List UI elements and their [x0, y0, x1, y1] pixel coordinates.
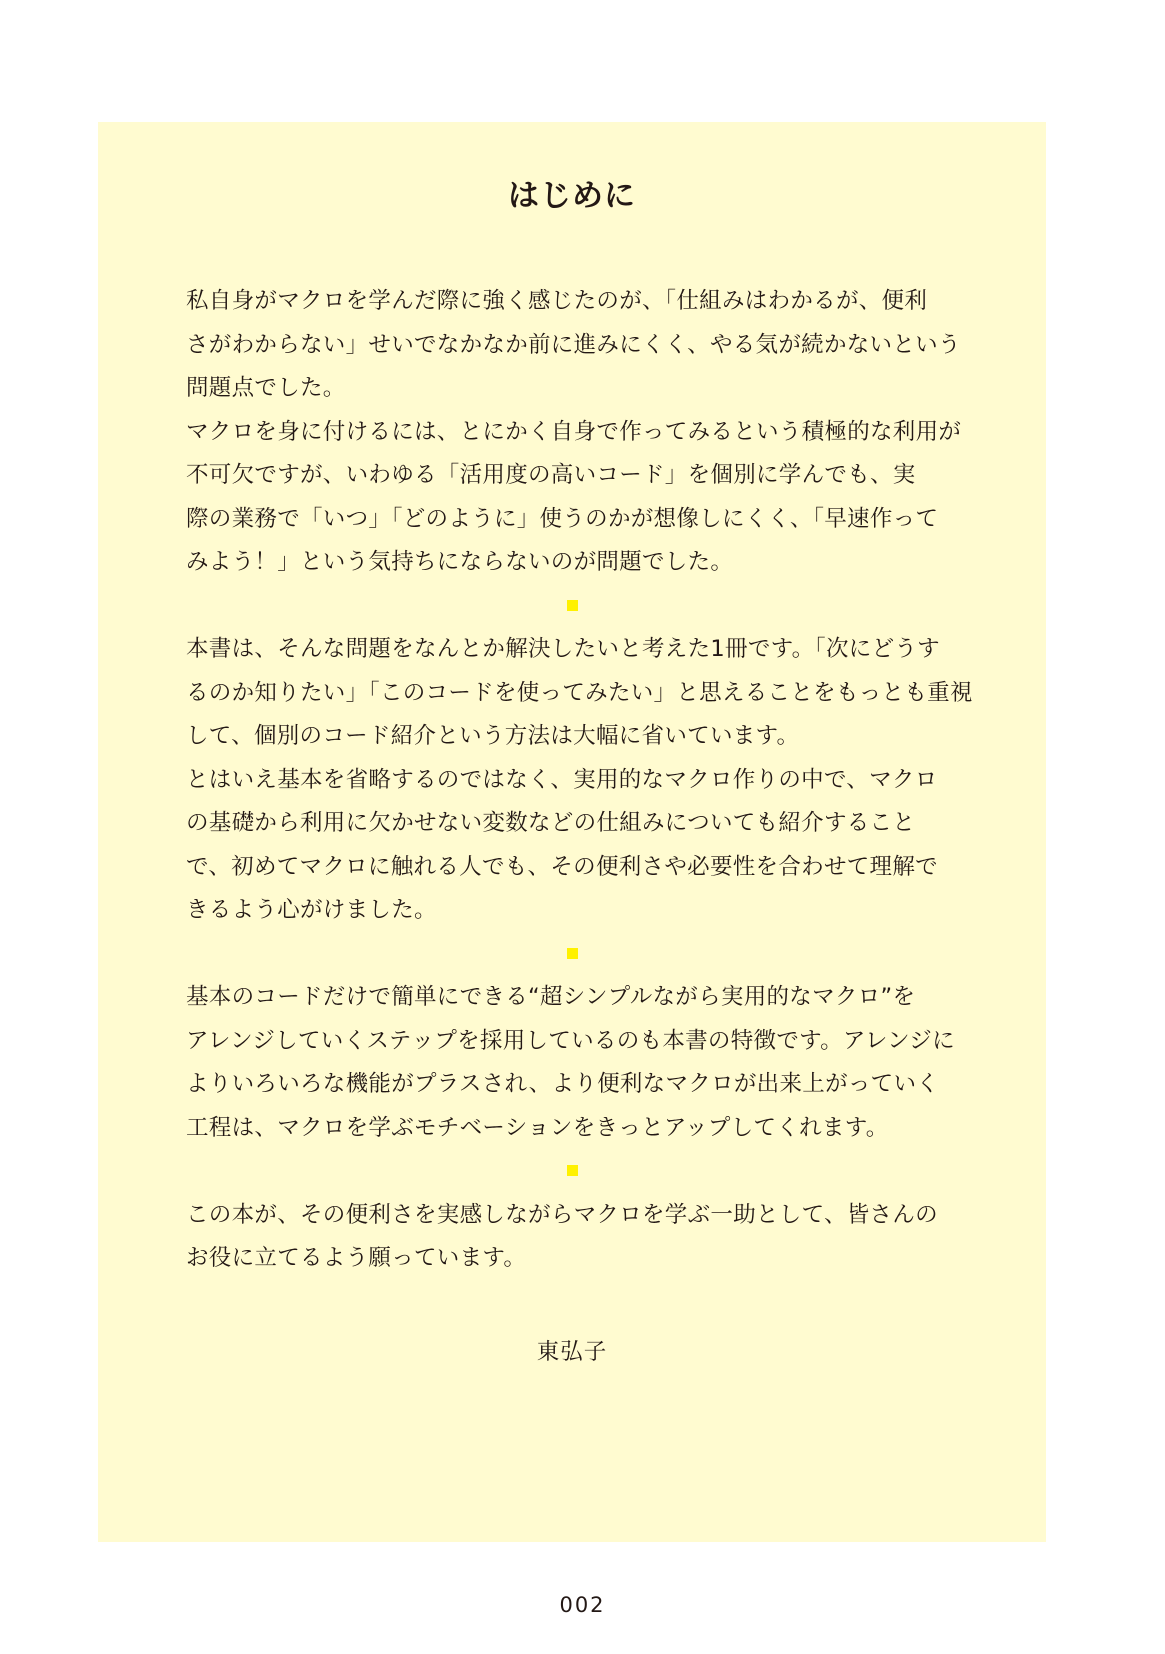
text-line: るのか知りたい」「このコードを使ってみたい」と思えることをもっとも重視: [186, 679, 973, 706]
paragraph-3: [186, 976, 966, 1150]
paragraph-4: [186, 1194, 966, 1281]
text-line: 私自身がマクロを学んだ際に強く感じたのが、「仕組みはわかるが、便利: [186, 288, 928, 314]
text-line: 基本のコードだけで簡単にできる“超シンプルながら実用的なマクロ”を: [186, 984, 916, 1010]
separator-square-icon: [567, 1165, 578, 1176]
section-separator: [186, 585, 966, 629]
body-text: [186, 280, 973, 1281]
text-line: マクロを身に付けるには、とにかく自身で作ってみるという積極的な利用が: [186, 418, 962, 445]
separator-square-icon: [567, 948, 578, 959]
text-line: 工程は、マクロを学ぶモチベーションをきっとアップしてくれます。: [186, 1114, 889, 1141]
text-line: さがわからない」せいでなかなか前に進みにくく、やる気が続かないという: [186, 331, 961, 358]
page-number: 002: [559, 1593, 606, 1617]
text-line: の基礎から利用に欠かせない変数などの仕組みについても紹介すること: [186, 810, 916, 836]
text-line: で、初めてマクロに触れる人でも、その便利さや必要性を合わせて理解で: [186, 853, 938, 880]
page-title: はじめに: [508, 178, 636, 214]
intro-panel: [98, 122, 1046, 1542]
text-line: きるよう心がけました。: [186, 897, 437, 923]
text-line: 問題点でした。: [186, 375, 346, 401]
text-line: みよう！」という気持ちにならないのが問題でした。: [186, 549, 734, 575]
text-line: アレンジしていくステップを採用しているのも本書の特徴です。アレンジに: [186, 1027, 955, 1054]
text-line: 本書は、そんな問題をなんとか解決したいと考えた1冊です。「次にどうす: [186, 636, 940, 662]
text-line: 不可欠ですが、いわゆる「活用度の高いコード」を個別に学んでも、実: [186, 462, 916, 488]
text-line: して、個別のコード紹介という方法は大幅に省いています。: [186, 723, 800, 749]
author-signature: 東弘子: [536, 1339, 608, 1365]
text-line: よりいろいろな機能がプラスされ、より便利なマクロが出来上がっていく: [186, 1071, 940, 1097]
text-line: 際の業務で「いつ」「どのように」使うのかが想像しにくく、「早速作って: [186, 505, 939, 532]
text-line: お役に立てるよう願っています。: [186, 1245, 527, 1271]
text-line: この本が、その便利さを実感しながらマクロを学ぶ一助として、皆さんの: [186, 1201, 938, 1228]
section-separator: [186, 1150, 966, 1194]
separator-square-icon: [567, 600, 578, 611]
paragraph-1: [186, 280, 966, 585]
text-line: とはいえ基本を省略するのではなく、実用的なマクロ作りの中で、マクロ: [186, 766, 938, 793]
section-separator: [186, 933, 966, 977]
paragraph-2: [186, 628, 973, 933]
